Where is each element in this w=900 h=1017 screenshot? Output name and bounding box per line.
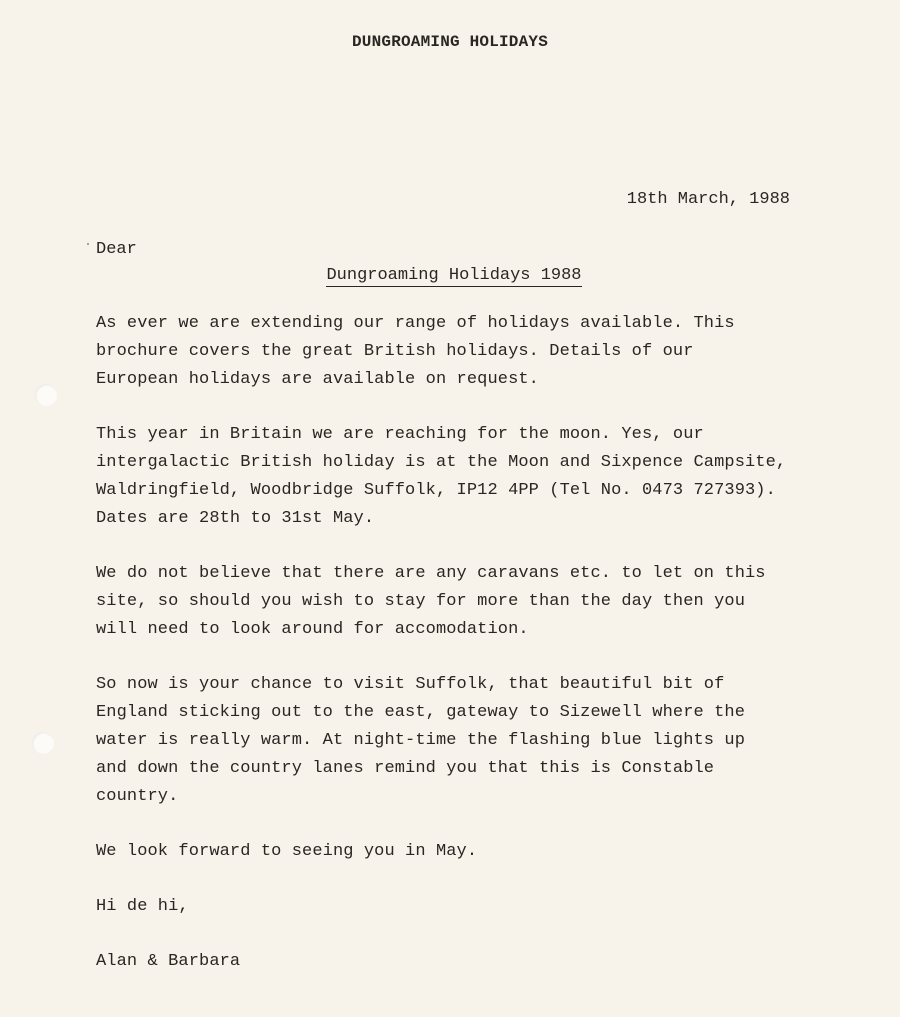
paragraph: This year in Britain we are reaching for the moon. Yes, our intergalactic British holiday is at the Moon and Sixpence Campsite, Waldringfield, Woodbridge Suffolk, IP12 4PP (Tel No. 0473 727393). Dates are 28th to 31st May. (96, 425, 787, 528)
letter-body (96, 310, 856, 1003)
subject-text: Dungroaming Holidays 1988 (326, 266, 582, 285)
salutation: Dear (96, 240, 137, 259)
punch-hole (35, 384, 57, 406)
letterhead: DUNGROAMING HOLIDAYS (351, 33, 549, 51)
paragraph: As ever we are extending our range of holidays available. This brochure covers the great British holidays. Details of our European holidays are available on request. (96, 314, 735, 389)
letter-date: 18th March, 1988 (626, 190, 790, 209)
subject-heading (0, 266, 900, 285)
paper-speck (87, 243, 89, 245)
closing: Hi de hi, (96, 897, 189, 916)
paragraph: We look forward to seeing you in May. (96, 842, 478, 861)
signature: Alan & Barbara (96, 952, 241, 971)
paragraph: We do not believe that there are any caravans etc. to let on this site, so should you wish to stay for more than the day then you will need to look around for accomodation. (96, 564, 766, 639)
paragraph: So now is your chance to visit Suffolk, that beautiful bit of England sticking out to the east, gateway to Sizewell where the water is really warm. At night-time the flashing blue lights up and down the country lanes remind you that this is Constable country. (96, 675, 746, 806)
punch-hole (32, 732, 54, 754)
